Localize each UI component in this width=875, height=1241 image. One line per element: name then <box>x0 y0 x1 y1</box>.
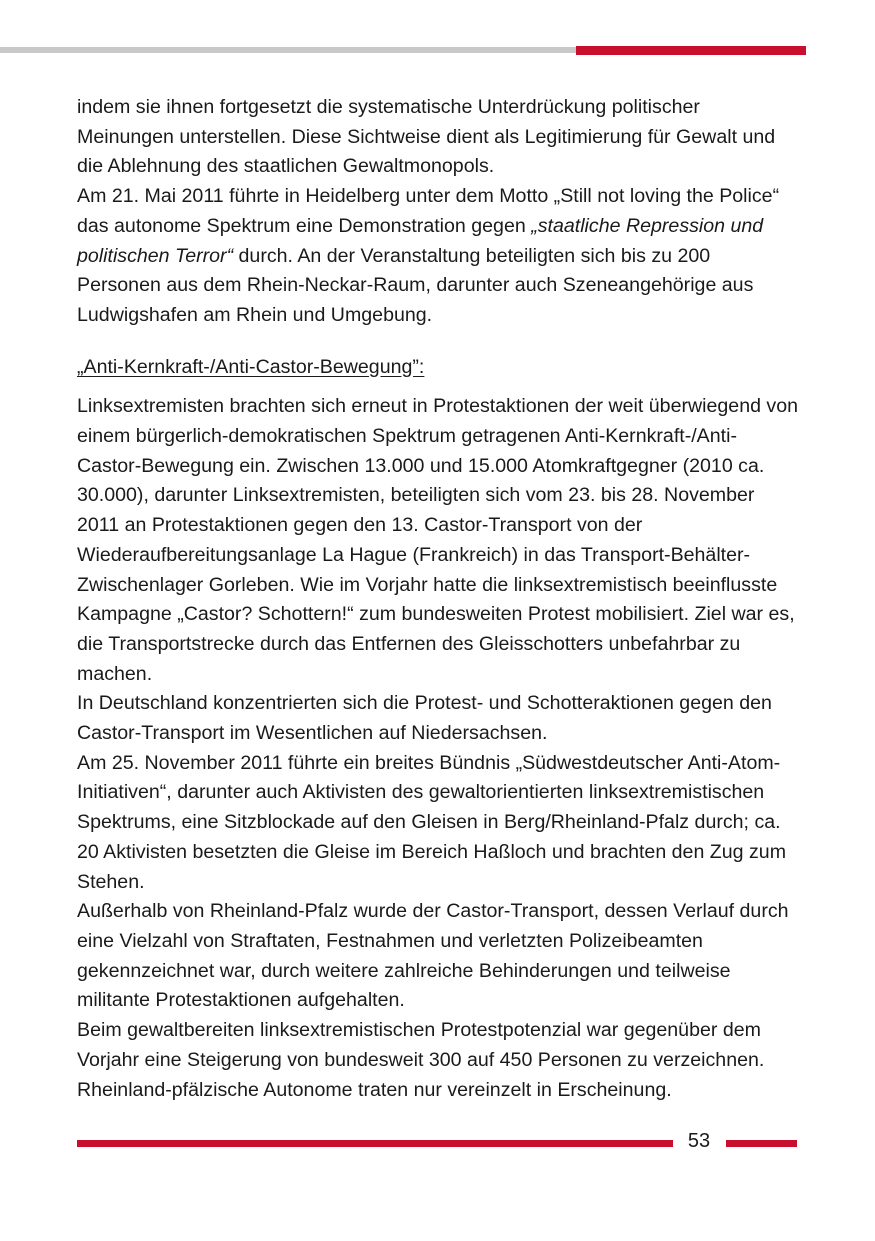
page-number: 53 <box>687 1130 711 1152</box>
header-gray-rule <box>0 47 576 53</box>
paragraph-outside-rlp: Außerhalb von Rheinland-Pfalz wurde der Castor-Transport, dessen Verlauf durch eine Vielzahl von Straftaten, Festnahmen und verletzten Polizeibeamten gekennzeichnet war, durch weitere zahlreiche Behinderungen und teilweise militante Protestaktionen aufgehalten. <box>77 900 789 1012</box>
paragraph-castor-protest: Linksextremisten brachten sich erneut in Protestaktionen der weit überwiegend von einem bürgerlich-demokratischen Spektrum getragenen Anti-Kernkraft-/Anti-Castor-Bewegung ein. Zwischen 13.000 und 15.000 Atomkraftgegner (2010 ca. 30.000), darunter Linksextremisten, beteiligten sich vom 23. bis 28. November 2011 an Protestaktionen gegen den 13. Castor-Transport von der Wiederaufbereitungsanlage La Hague (Frankreich) in das Transport-Behälter-Zwischenlager Gorleben. Wie im Vorjahr hatte die linksextremistisch beeinflusste Kampagne „Castor? Schottern!“ zum bundesweiten Protest mobilisiert. Ziel war es, die Transportstrecke durch das Entfernen des Gleisschotters unbefahrbar zu machen. <box>77 395 799 685</box>
header-red-rule <box>576 46 806 55</box>
paragraph-sitzblockade: Am 25. November 2011 führte ein breites Bündnis „Südwestdeutscher Anti-Atom-Initiativen“, darunter auch Aktivisten des gewaltorientierten linksextremistischen Spektrums, eine Sitzblockade auf den Gleisen in Berg/Rheinland-Pfalz durch; ca. 20 Aktivisten besetzten die Gleise im Bereich Haßloch und brachten den Zug zum Stehen. <box>77 751 787 893</box>
paragraph-heidelberg-demo-text: Am 21. Mai 2011 führte in Heidelberg unter dem Motto „Still not loving the Police“ das autonome Spektrum eine Demonstration gegen <box>77 185 780 237</box>
paragraph-heidelberg-demo-text-end: durch. An der Veranstaltung beteiligten sich bis zu 200 Personen aus dem Rhein-Neckar-Raum, darunter auch Szeneangehörige aus Ludwigshafen am Rhein und Umgebung. <box>77 244 754 326</box>
section-spacer <box>77 331 799 353</box>
quote-italic: „staatliche Repression und politischen Terror“ <box>77 214 764 267</box>
paragraph-niedersachsen: In Deutschland konzentrierten sich die Protest- und Schotteraktionen gegen den Castor-Transport im Wesentlichen auf Niedersachsen. <box>77 692 772 745</box>
footer-red-rule-right <box>726 1140 797 1147</box>
heading-spacer <box>77 382 799 392</box>
paragraph-continuation: indem sie ihnen fortgesetzt die systematische Unterdrückung politischer Meinungen unterstellen. Diese Sichtweise dient als Legitimierung für Gewalt und die Ablehnung des staatlichen Gewaltmonopols. <box>77 96 776 178</box>
paragraph-heidelberg-demo <box>77 182 799 331</box>
section-heading: „Anti-Kernkraft-/Anti-Castor-Bewegung”: <box>77 355 425 378</box>
page-body <box>77 93 799 1105</box>
footer-red-rule-left <box>77 1140 673 1147</box>
paragraph-protest-potential: Beim gewaltbereiten linksextremistischen Protestpotenzial war gegenüber dem Vorjahr eine Steigerung von bundesweit 300 auf 450 Personen zu verzeichnen. Rheinland-pfälzische Autonome traten nur vereinzelt in Erscheinung. <box>77 1019 765 1101</box>
